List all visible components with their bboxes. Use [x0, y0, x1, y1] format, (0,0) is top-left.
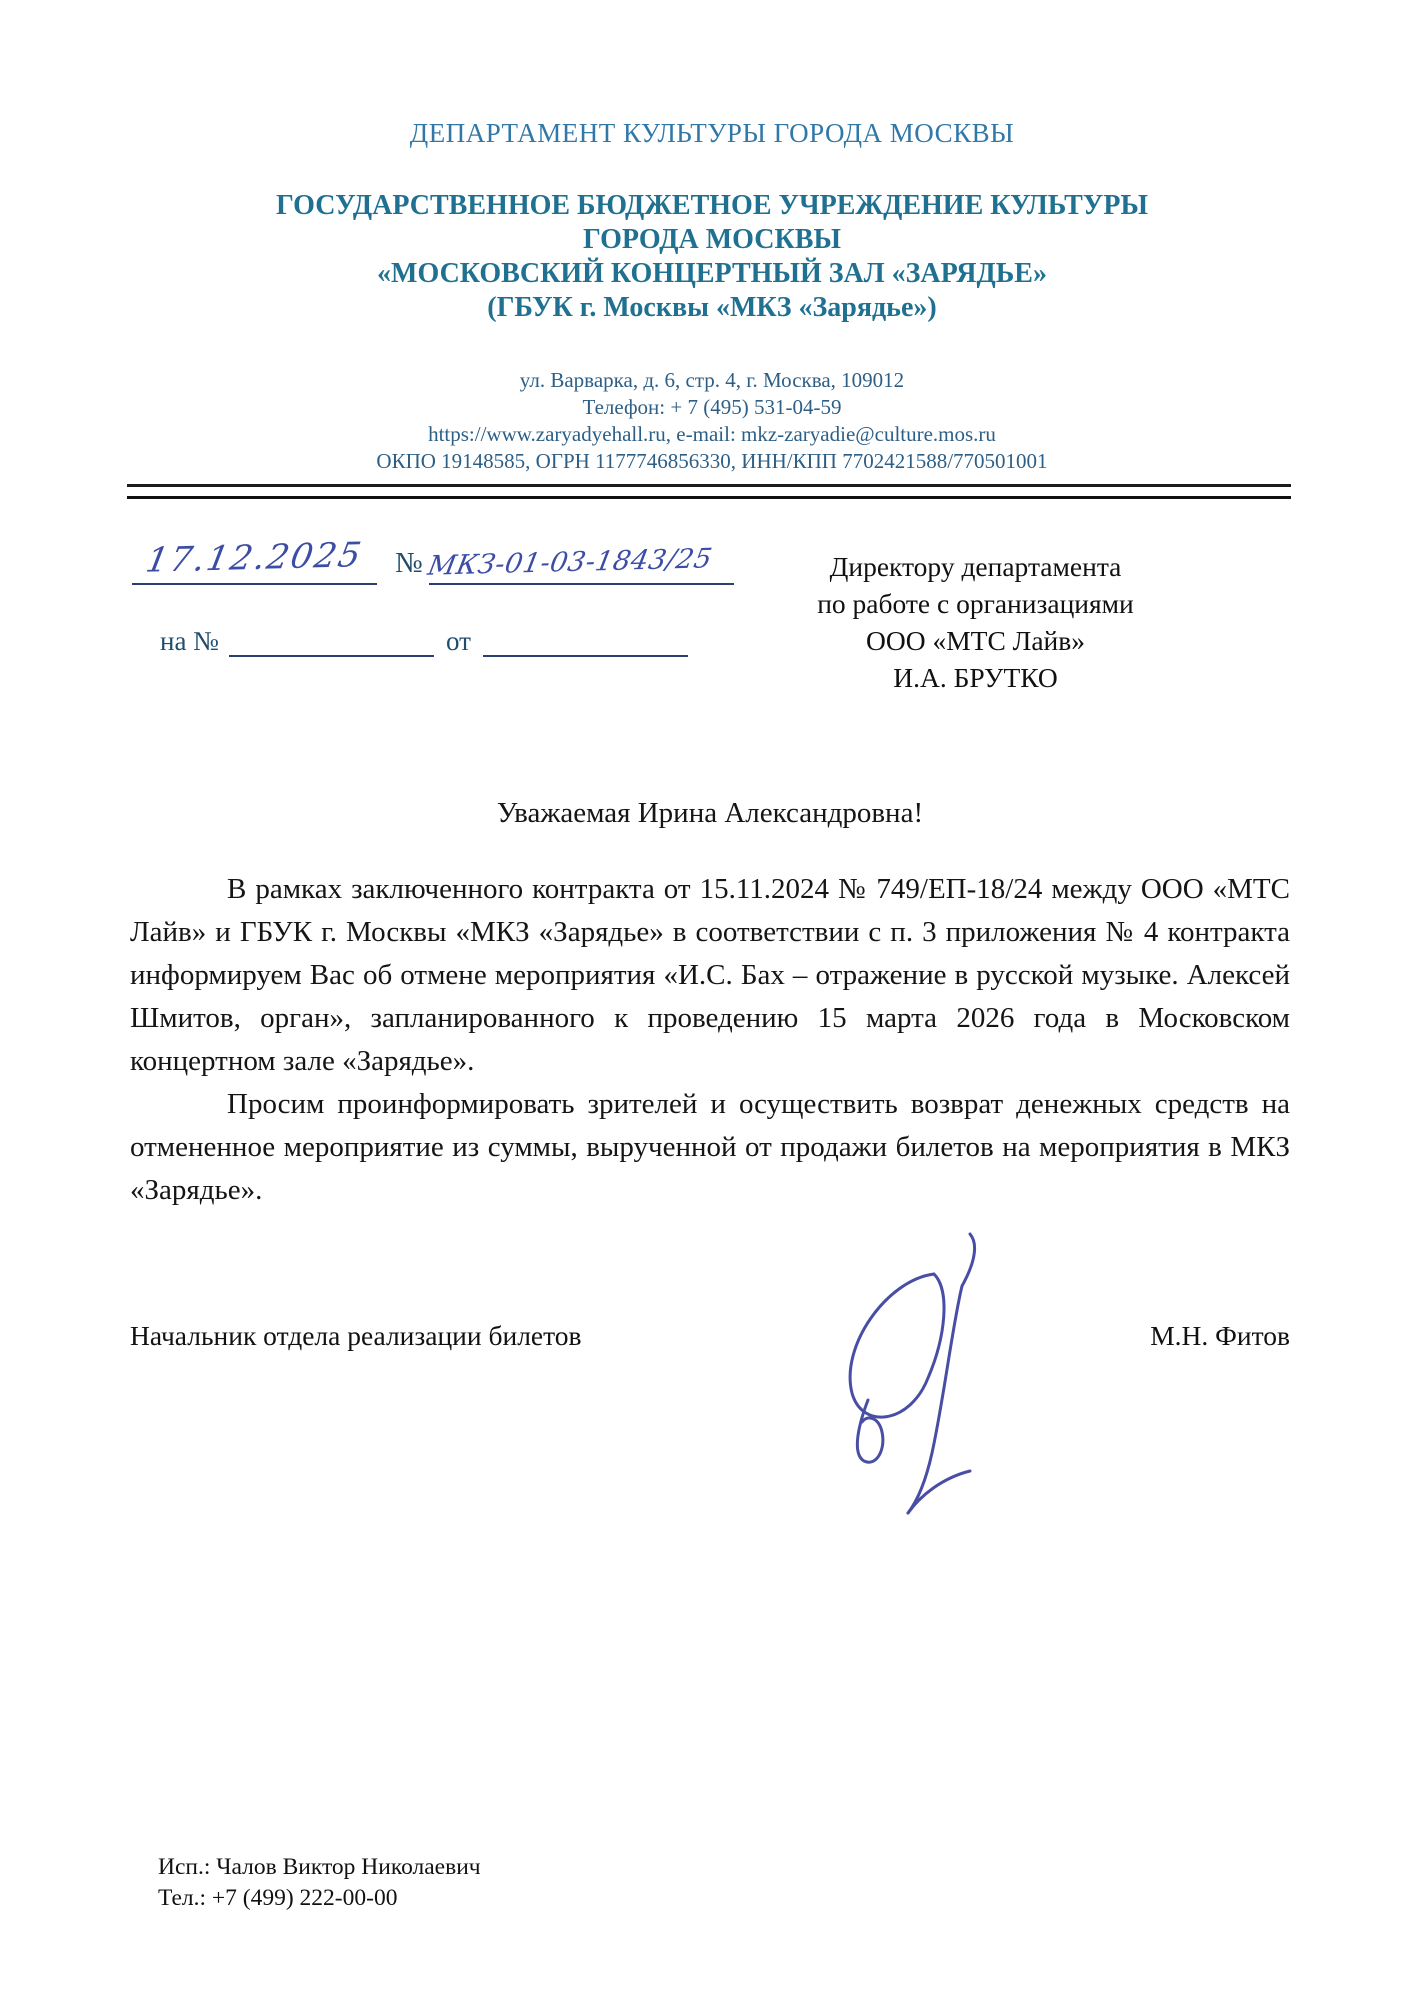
addressee-line: Директору департамента [829, 551, 1122, 582]
number-sign: № [395, 547, 423, 579]
org-line: ГОРОДА МОСКВЫ [583, 224, 841, 255]
addressee-line: по работе с организациями [817, 588, 1134, 619]
contact-block [130, 367, 1294, 475]
reply-reference-row [160, 626, 688, 657]
addressee-line: ООО «МТС Лайв» [866, 625, 1085, 656]
registry-codes-line: ОКПО 19148585, ОГРН 1177746856330, ИНН/КПП 7702421588/770501001 [376, 449, 1048, 473]
address-line: ул. Варварка, д. 6, стр. 4, г. Москва, 109012 [519, 368, 905, 392]
signature-ink [812, 1228, 1012, 1518]
separator-double-rule [127, 484, 1291, 499]
salutation: Уважаемая Ирина Александровна! [496, 797, 924, 829]
letter-body [130, 868, 1290, 1212]
handwritten-number: МКЗ-01-03-1843/25 [425, 543, 715, 582]
phone-line: Телефон: + 7 (495) 531-04-59 [582, 395, 842, 419]
organization-name [130, 189, 1294, 325]
reply-number-blank [229, 631, 434, 657]
number-field [425, 543, 734, 585]
department-title: ДЕПАРТАМЕНТ КУЛЬТУРЫ ГОРОДА МОСКВЫ [409, 118, 1015, 148]
executor-block [158, 1852, 481, 1914]
signer-position-title: Начальник отдела реализации билетов [130, 1320, 582, 1351]
signer-name: М.Н. Фитов [1150, 1320, 1290, 1351]
date-field [132, 535, 377, 585]
addressee-line: И.А. БРУТКО [893, 662, 1058, 693]
reply-na-label: на № [160, 626, 219, 656]
org-line: ГОСУДАРСТВЕННОЕ БЮДЖЕТНОЕ УЧРЕЖДЕНИЕ КУЛЬТУРЫ [276, 190, 1148, 221]
org-line: (ГБУК г. Москвы «МКЗ «Зарядье») [487, 292, 937, 323]
body-paragraph: Просим проинформировать зрителей и осуществить возврат денежных средств на отмененное мероприятие из суммы, вырученной от продажи билетов на мероприятия в МКЗ «Зарядье». [130, 1088, 1290, 1206]
handwritten-date: 17.12.2025 [142, 535, 367, 581]
reply-date-blank [483, 631, 688, 657]
org-line: «МОСКОВСКИЙ КОНЦЕРТНЫЙ ЗАЛ «ЗАРЯДЬЕ» [377, 258, 1047, 289]
outgoing-reference-row [132, 535, 734, 585]
addressee-block [748, 548, 1203, 696]
executor-phone: Тел.: +7 (499) 222-00-00 [158, 1885, 398, 1911]
body-paragraph: В рамках заключенного контракта от 15.11.2024 № 749/ЕП-18/24 между ООО «МТС Лайв» и ГБУК г. Москвы «МКЗ «Зарядье» в соответствии с п. 3 приложения № 4 контракта информируем Вас об отмене мероприятия «И.С. Бах – отражение в русской музыке. Алексей Шмитов, орган», запланированного к проведению 15 марта 2026 года в Московском концертном зале «Зарядье». [130, 873, 1290, 1077]
executor-name: Исп.: Чалов Виктор Николаевич [158, 1854, 481, 1880]
reply-ot-label: от [445, 626, 471, 656]
website-email-line: https://www.zaryadyehall.ru, e-mail: mkz-zaryadie@culture.mos.ru [428, 422, 996, 446]
letterhead [130, 118, 1294, 475]
